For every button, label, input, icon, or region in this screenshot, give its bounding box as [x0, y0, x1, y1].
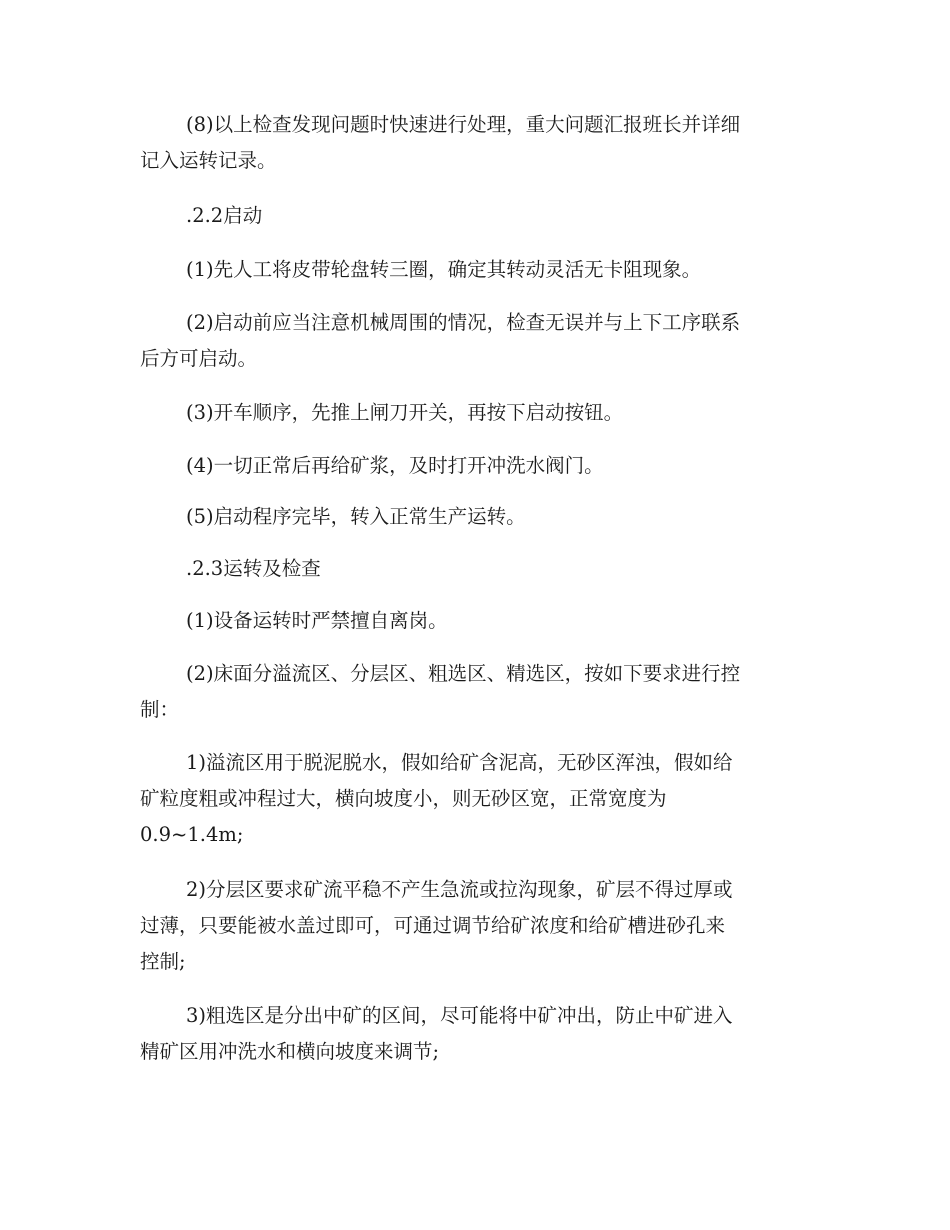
sub-item-1	[140, 745, 820, 853]
text-line: .2.2启动	[186, 204, 263, 227]
section-heading-2-2	[140, 198, 820, 234]
sub-item-3	[140, 998, 820, 1070]
paragraph-4	[140, 448, 820, 484]
paragraph-8	[140, 107, 820, 179]
text-line: 0.9~1.4m;	[140, 823, 244, 846]
text-line: (4)一切正常后再给矿浆，及时打开冲洗水阀门。	[186, 454, 604, 477]
section-heading-2-3	[140, 551, 820, 587]
text-line: 2)分层区要求矿流平稳不产生急流或拉沟现象，矿层不得过厚或	[186, 878, 733, 901]
text-line: 制：	[140, 698, 180, 721]
text-line: (2)启动前应当注意机械周围的情况，检查无误并与上下工序联系	[186, 311, 741, 334]
text-line: 记入运转记录。	[140, 149, 277, 172]
text-line: 控制;	[140, 950, 186, 973]
text-line: 矿粒度粗或冲程过大，横向坡度小，则无砂区宽，正常宽度为	[140, 787, 667, 810]
paragraph-1b	[140, 603, 820, 639]
text-line: (5)启动程序完毕，转入正常生产运转。	[186, 505, 526, 528]
text-line: 精矿区用冲洗水和横向坡度来调节;	[140, 1040, 440, 1063]
text-line: 后方可启动。	[140, 347, 258, 370]
paragraph-3	[140, 395, 820, 431]
text-line: 1)溢流区用于脱泥脱水，假如给矿含泥高，无砂区浑浊，假如给	[186, 751, 733, 774]
text-line: .2.3运转及检查	[186, 557, 321, 580]
text-line: (3)开车顺序，先推上闸刀开关，再按下启动按钮。	[186, 401, 624, 424]
paragraph-2b	[140, 656, 820, 728]
text-line: 3)粗选区是分出中矿的区间，尽可能将中矿冲出，防止中矿进入	[186, 1004, 733, 1027]
sub-item-2	[140, 872, 820, 980]
text-line: (2)床面分溢流区、分层区、粗选区、精选区，按如下要求进行控	[186, 662, 741, 685]
text-line: (1)设备运转时严禁擅自离岗。	[186, 609, 448, 632]
paragraph-2	[140, 305, 820, 377]
text-line: 过薄，只要能被水盖过即可，可通过调节给矿浓度和给矿槽进砂孔来	[140, 914, 726, 937]
paragraph-1	[140, 252, 820, 288]
text-line: (1)先人工将皮带轮盘转三圈，确定其转动灵活无卡阻现象。	[186, 258, 702, 281]
paragraph-5	[140, 499, 820, 535]
text-line: (8)以上检查发现问题时快速进行处理，重大问题汇报班长并详细	[186, 113, 741, 136]
